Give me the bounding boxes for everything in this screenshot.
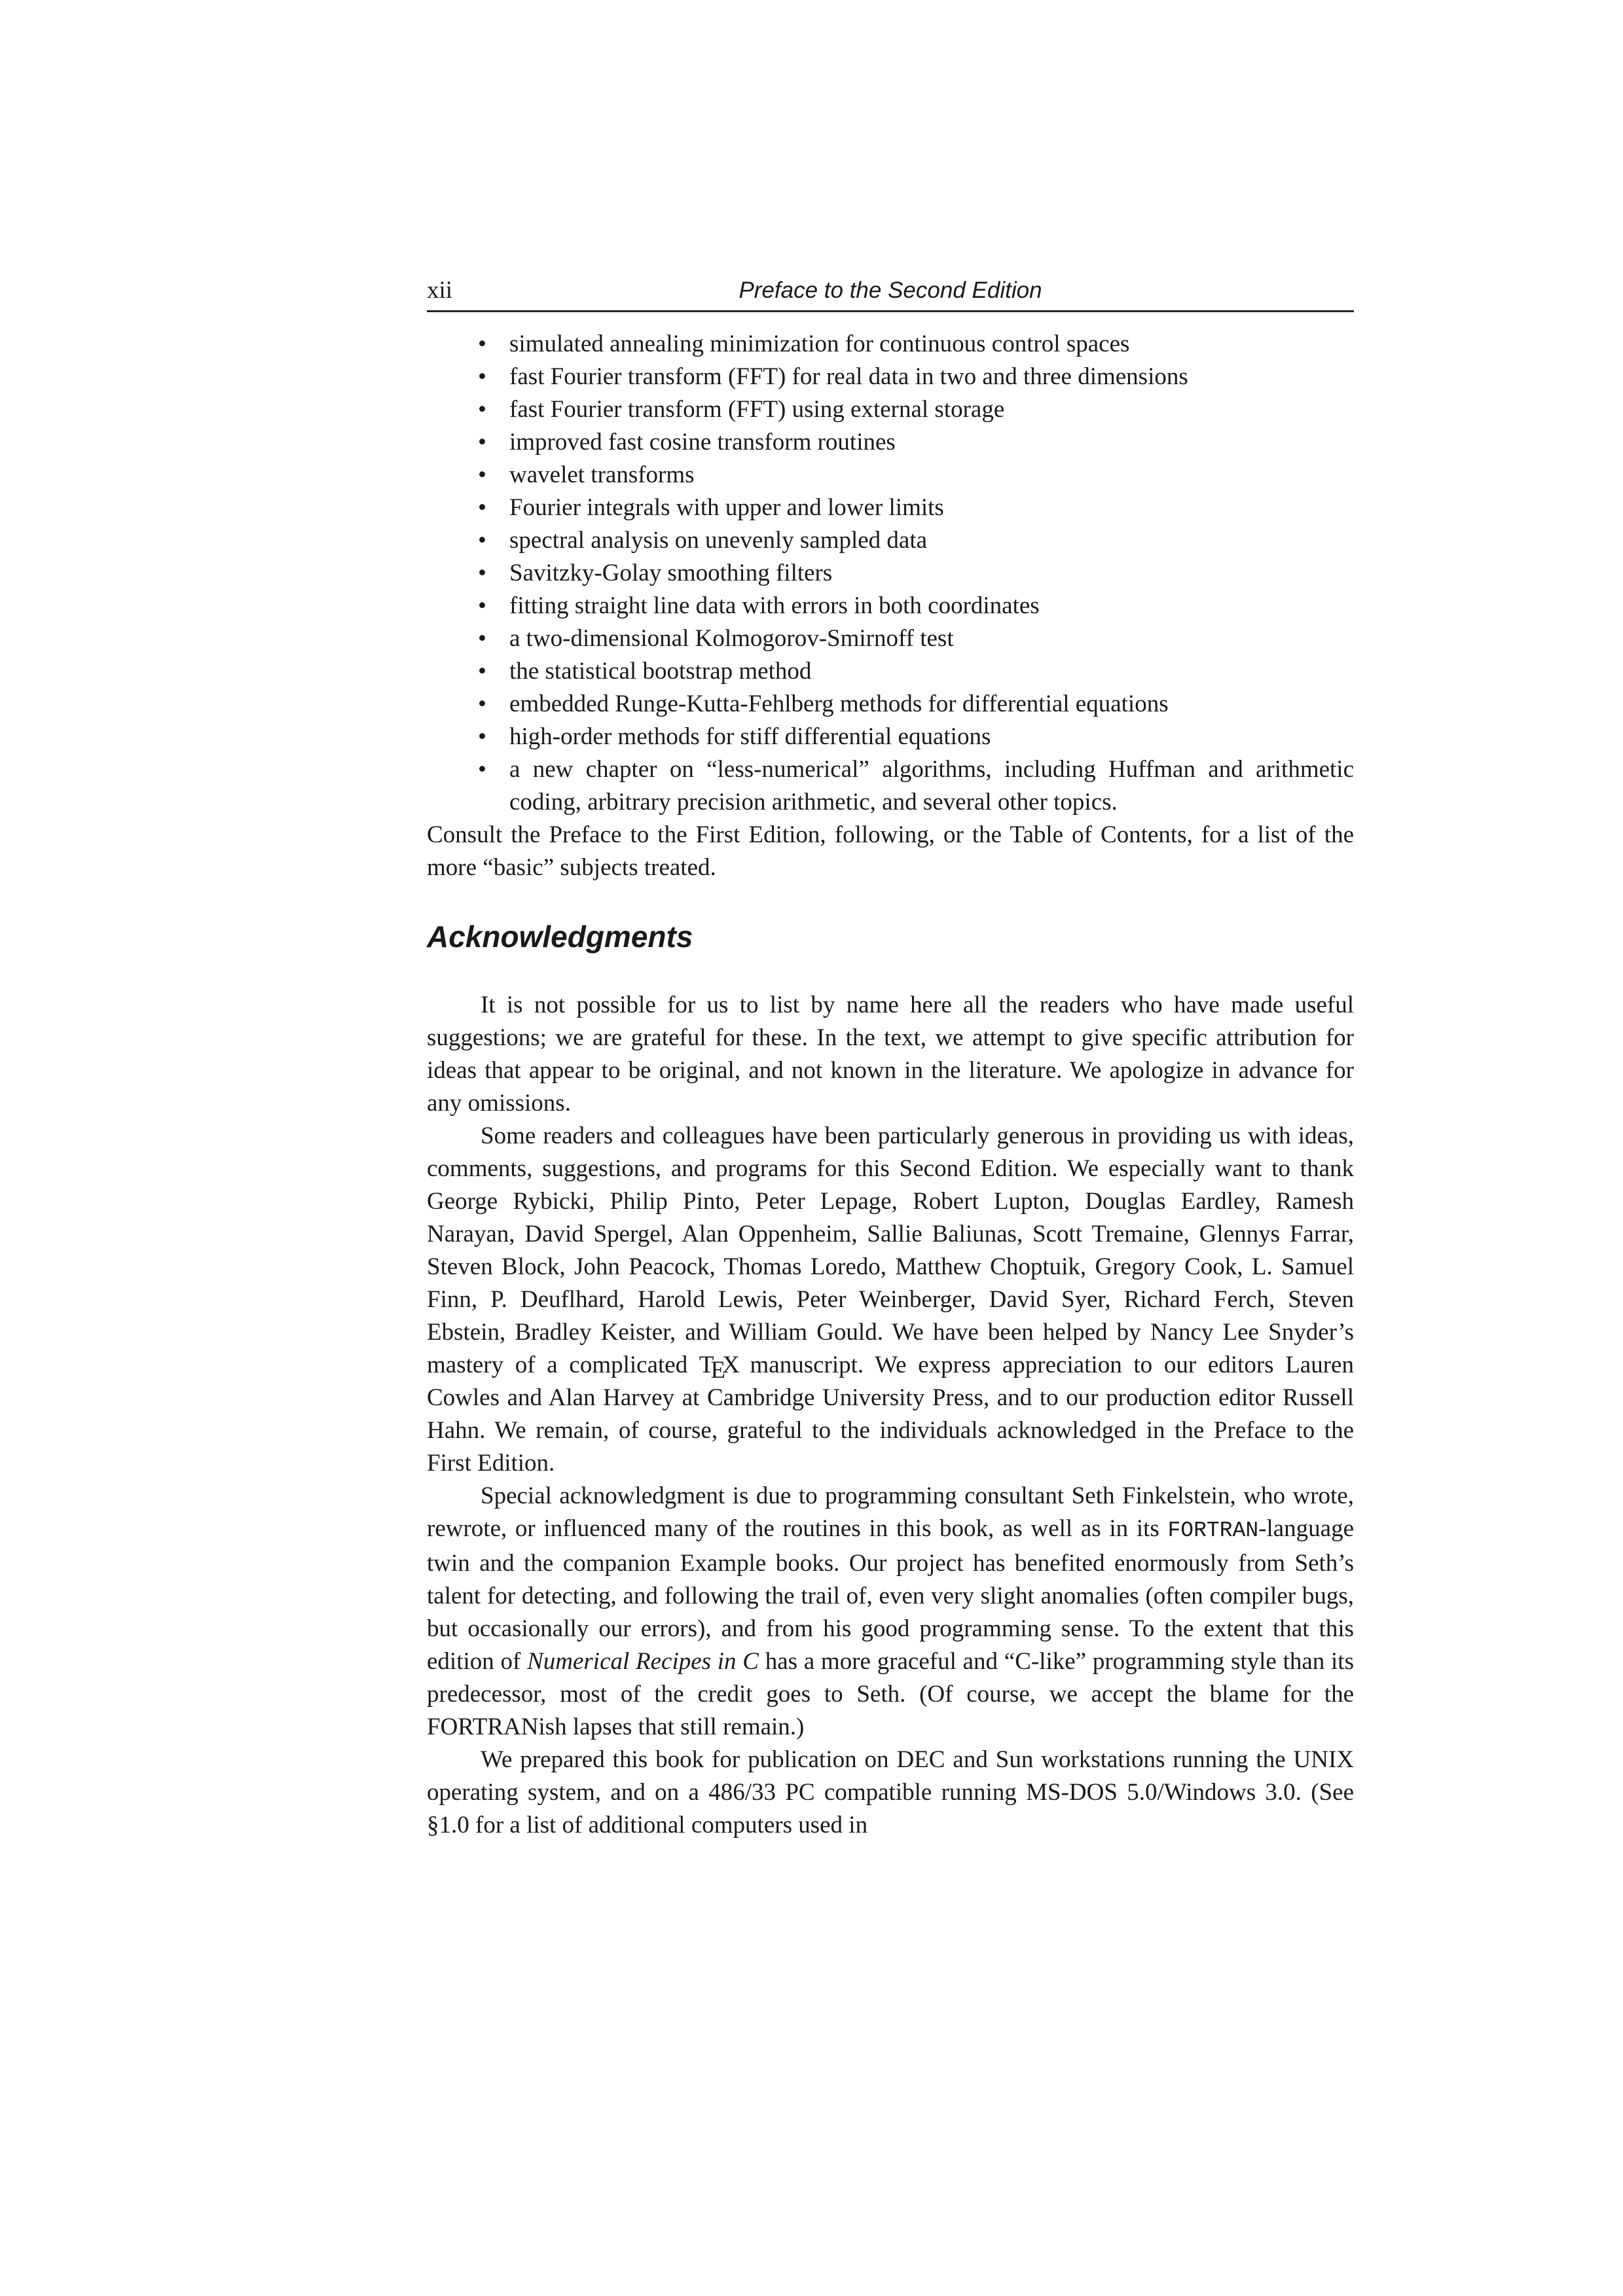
tex-logo: TEX (699, 1352, 739, 1384)
bullet-icon: • (478, 527, 486, 554)
bullet-icon: • (478, 461, 486, 488)
list-item: • embedded Runge-Kutta-Fehlberg methods for differential equations (427, 688, 1354, 721)
list-item: • a two-dimensional Kolmogorov-Smirnoff test (427, 622, 1354, 655)
bullet-icon: • (478, 723, 486, 750)
fortran-code-word: FORTRAN (1167, 1518, 1259, 1543)
book-title: Numerical Recipes in C (527, 1648, 759, 1675)
bullet-icon: • (478, 331, 486, 357)
running-head (427, 274, 1354, 312)
list-item: • improved fast cosine transform routines (427, 426, 1354, 459)
list-item: • fitting straight line data with errors in both coordinates (427, 590, 1354, 622)
list-item: • simulated annealing minimization for continuous control spaces (427, 328, 1354, 361)
bullet-icon: • (478, 396, 486, 423)
list-item: • fast Fourier transform (FFT) for real data in two and three dimensions (427, 361, 1354, 393)
bullet-icon: • (478, 429, 486, 456)
ack-paragraph-3: Special acknowledgment is due to programming consultant Seth Finkelstein, who wrote, rewrote, or influenced many of the routines in this book, as well as in its FORTRAN-language twin and the companion Example books. Our project has benefited enormously from Seth’s talent for detecting, and following the trail of, even very slight anomalies (often compiler bugs, but occasionally our errors), and from his good programming sense. To the extent that this edition of Numerical Recipes in C has a more graceful and “C-like” programming style than its predecessor, most of the credit goes to Seth. (Of course, we accept the blame for the FORTRANish lapses that still remain.) (427, 1482, 1354, 1740)
ack-paragraph-2: Some readers and colleagues have been particularly generous in providing us with ideas, comments, suggestions, and programs for this Second Edition. We especially want to thank George Rybicki, Philip Pinto, Peter Lepage, Robert Lupton, Douglas Eardley, Ramesh Narayan, David Spergel, Alan Oppenheim, Sallie Baliunas, Scott Tremaine, Glennys Farrar, Steven Block, John Peacock, Thomas Loredo, Matthew Choptuik, Gregory Cook, L. Samuel Finn, P. Deuflhard, Harold Lewis, Peter Weinberger, David Syer, Richard Ferch, Steven Ebstein, Bradley Keister, and William Gould. We have been helped by Nancy Lee Snyder’s mastery of a complicated TEX manuscript. We express appreciation to our editors Lauren Cowles and Alan Harvey at Cambridge University Press, and to our production editor Russell Hahn. We remain, of course, grateful to the individuals acknowledged in the Preface to the First Edition. (427, 1122, 1354, 1477)
list-item: • Fourier integrals with upper and lower limits (427, 492, 1354, 524)
section-title-acknowledgments: Acknowledgments (427, 920, 693, 954)
bullet-icon: • (478, 560, 486, 586)
new-topics-list (427, 328, 1354, 819)
bullet-icon: • (478, 625, 486, 652)
list-item: • the statistical bootstrap method (427, 655, 1354, 688)
list-item: • spectral analysis on unevenly sampled data (427, 524, 1354, 557)
bullet-icon: • (478, 756, 486, 783)
page-number: xii (427, 277, 453, 304)
bullet-icon: • (478, 658, 486, 685)
ack-paragraph-4: We prepared this book for publication on DEC and Sun workstations running the UNIX operating system, and on a 486/33 PC compatible running MS-DOS 5.0/Windows 3.0. (See §1.0 for a list of additional computers used in (427, 1746, 1354, 1839)
running-title: Preface to the Second Edition (739, 278, 1042, 303)
list-item: • high-order methods for stiff differential equations (427, 721, 1354, 753)
bullet-icon: • (478, 363, 486, 390)
page (427, 274, 1354, 1842)
list-item: • wavelet transforms (427, 459, 1354, 492)
consult-paragraph: Consult the Preface to the First Edition, following, or the Table of Contents, for a list of the more “basic” subjects treated. (427, 821, 1354, 881)
bullet-icon: • (478, 592, 486, 619)
list-item: • a new chapter on “less-numerical” algorithms, including Huffman and arithmetic coding, arbitrary precision arithmetic, and several other topics. (427, 753, 1354, 819)
list-item: • Savitzky-Golay smoothing filters (427, 557, 1354, 590)
ack-paragraph-1: It is not possible for us to list by name here all the readers who have made useful suggestions; we are grateful for these. In the text, we attempt to give specific attribution for ideas that appear to be original, and not known in the literature. We apologize in advance for any omissions. (427, 992, 1354, 1117)
bullet-icon: • (478, 691, 486, 717)
list-item: • fast Fourier transform (FFT) using external storage (427, 393, 1354, 426)
bullet-icon: • (478, 494, 486, 521)
